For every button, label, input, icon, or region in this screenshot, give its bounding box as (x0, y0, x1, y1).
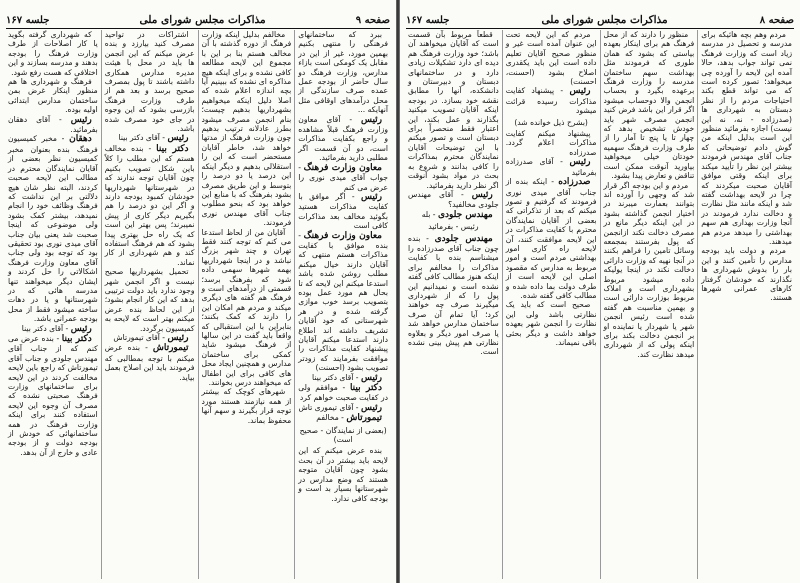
remark-text: مخالفم (316, 413, 339, 423)
remark-text: موافقم ولی در کفایت صحبت خواهم کرد (298, 383, 388, 403)
paragraph: منظور را دارند که از محل فرهنگ هم برای اینکار بعهده بیاستی که بشود که همان طوری که فرمودند مثل بهداشت سهم ساختمان مدرسه را وزارت فرهنگ برعهده بگیرد و بحساب انجمن والا دوحساب میشود اگر قرار این باشد فرض کنید انجمن مصرف شهر باید خودش تشخیص بدهد که چهار تا یا پنج تا آمار را از طرف وزارت فرهنگ سهمیه خودتان خیلی میخواهید بیاورید آنوقت ممکن است تناقض و تعارض پیدا بشود. (603, 30, 695, 181)
separator: - (553, 157, 570, 167)
centered-note: (بشرح ذیل خوانده شد) (514, 117, 588, 127)
separator: - (430, 209, 438, 219)
separator: - (63, 323, 71, 333)
remark-text: اگر موافق با کفایت مذاکرات هستید بگوئید مخالف بعد مذاکرات کافی است (298, 191, 388, 231)
session-number: جلسه ۱۶۷ (406, 15, 450, 26)
text-column (294, 30, 391, 579)
speaker-name: معاون وزارت فرهنگ (303, 230, 382, 241)
remark-text: بنده مخالف هستم که این مطلب را کلاً باین شکل تصویب بکنیم چون آقایان توجه ندارند که در شهرستانها شهرداریها خودشان کمبود بودجه دارند و اگر این دو درصد را هم بگیریم دیگر کاری از پیش نمیبرند؛ پس بهتر این است که یک راه حل بهتری پیدا بشود که هم فرهنگ استفاده کند و هم شهرداری از کار نماند. (104, 143, 195, 267)
paragraph: مردم و این بودجه اگر قرار شد که وجهی را آورده اند بتوانند بعمارت میبرند در اختیار انجمن گذاشته بشود در این اینکه دیگر مانع در مصرف دخالت نکند ازانجمن که پول بفرستند بمجمعه وسائل تامین را فراهم بکنند در آنجا نهیه که وزارت دارائی دخالت نکند در اینجا یولیکه داده میشود مربوط بشهرداری است و املاک مربوط بوزارت دارائی است و بهمین مناسبت هم گفته شده است رئیس انجمن شهر یا شهردار یا نماینده او بر انجمن دخالت بکند برای اینکه پولی که از شهرداری میدهد نظارت کند. (603, 180, 695, 359)
speaker-name: دهقان (69, 134, 92, 145)
paragraph: مخالفم بدلیل اینکه وزارت فرهنگ از دوره گذشته با آن مخالف هستم بنا بر این با مجموع این لایحه مطالعه کافی نشده و برای اینکه هیچ مذاکره ای نشده که ببینیم آیا بچه اندازه اعلام شده که اصلا دلیل اینکه میخواهیم بشهرداریها بدهیم چیست؛ بنام انجمن مصرف میشود بطرز عادلانه ترتیب بدهیم چون وزارت فرهنگ از مدتها خواهد شد، خاطر آقایان مستحضر است که این را استقلالی بدهیم و دیگر اینکه این درصد یا دو درصد را بتوسط و این طریق مصرف بشود بفرهنگ که با منابع این خواهد بود که بنحو مطلوب جناب آقای مهندس نوری فرمودند. (201, 30, 292, 228)
page-number: صفحه ۸ (759, 15, 794, 26)
speaker-remark (506, 177, 597, 300)
speaker-remark (408, 234, 499, 357)
speaker-remark (105, 144, 195, 267)
paragraph: مردم وهم بچه هائیکه برای مدرسه و تحصیل در مدرسه زیاد است که وزارت فرهنگ نمی تواند جواب بدهد، حالا آمده این لایحه را آورده چی میخواهد؛ تصور کرده است که می تواند قطع بکند احتیاجات مردم را از نظر دبستان به شهرداری ها (صدرزاده - نه، نه این نیست) اجازه بفرمائید منظور این است بدلیل اینکه من گوش دادم توضیحاتی که جناب آقای مهندس فرمودند بیشتر این نظر را تأیید میکند برای اینکه وقتی موافق آقایان صحبت میکردند که چرا در لایحه بهداشت گفته شد و اینکه مانند مثل نظارت و دخالت ندارد فرمودند در آنجا وزارت بهداری هم سهم بهداشتی را میدهد مردم هم میدهند. (701, 30, 792, 246)
speaker-name: رئیس (167, 333, 189, 343)
remark-text: اینکه بنده از جناب آقای میدی نوری فرمودند که گرفتیم و تصور میکنم که بعد از تذکراتی که بعضی از آقایان نمایندگان محترم با کفایت مذاکرات در این لایحه موافقت کنند، آن لایحه راه کاری امور بهداشتی مردم است و امور مربوط به مدارس که مقصود اصلی این لایحه است از طرف دولت بما داده شده و مطالب کافی گفته شده. (505, 177, 597, 300)
remark-text: بنده چون جناب آقای صدرزاده را میشناسم بنده با کفایت مذاکرات را مخالفم برای اینکه هنوز مطالب کافی گفته نشده است و نمیدانیم این پول را که از شهرداری میگیرند صرف چه خواهند کرد؛ آیا تمام آن صرف ساختمان مدارس خواهد شد یا صرف امور دیگر و بعلاوه نظارتی هم پیش بینی نشده است. (408, 233, 499, 357)
separator: - (420, 233, 435, 243)
separator: - (338, 413, 347, 423)
speaker-name: دکتر بینا (61, 334, 92, 344)
separator: - (453, 189, 472, 199)
text-column (101, 30, 198, 579)
speaker-remark (298, 115, 388, 163)
speaker-name: رئیس (70, 114, 92, 125)
session-number: جلسه ۱۶۷ (6, 15, 50, 26)
separator: - (340, 114, 361, 124)
speaker-remark (298, 163, 388, 192)
paragraph: قطعاً مربوط بآن قسمت است که آقایان میخواهند آن باشد؛ خود وزارت فرهنگ هم دیده ای دارد تشکیلات زیادی دارد و در ساختمانهای دبستان و دبیرستان و دانشکده، آنها را مطابق نقشه خود بسازد. در بودجه اینکه آقایان تصویب میکنید بگذارند و عمل بکند، این اعتبار فقط منحصراً برای دبستان است و تصور میکنم با این توضیحات آقایان نمایندگان محترم بمذاکرات را کافی بدانند و شروع به بحث در مواد بشود آنوقت اگر نظر دارید بفرمائید. (408, 30, 499, 190)
separator: - (353, 372, 361, 382)
paragraph: صحیح است که باید یک نظارتی باشد ولی این نظارت را انجمن شهر بعهده خواهد داشت و دیگر بحثی باقی نمیماند. (505, 300, 597, 347)
speaker-remark (298, 373, 388, 383)
speaker-remark (298, 231, 388, 373)
paragraph: مردم و دولت باید بودجه مدارس را تأمین کنند و این بار را بدوش شهرداری ها نگذارند که خودشان گرفتار کارهای عمرانی شهرها هستند. (701, 246, 792, 303)
paragraph: تحمیل بشهرداریها صحیح نیست و اگر انجمن شهر وجود ندارد باید دولت ترتیبی بدهد که این کار انجام بشود؛ از این لحاظ بنده عرض میکنم بهتر است که لایحه به کمیسیون برگردد. (104, 267, 195, 333)
separator: - (547, 177, 559, 187)
remark-text: آقای تیمورتاش (113, 333, 160, 342)
speaker-remark (506, 86, 597, 115)
remark-text: آقای تیموری تاش (298, 402, 354, 412)
speaker-remark (298, 403, 388, 413)
paragraph: که شهرداری گرفته بگوید یا کار اصلاحات از طرف وزارت فرهنگ را بودجه بدهند و مدرسه بسازند و این اختلافی که هست رفع شود. (8, 30, 98, 77)
speaker-name: رئیس (569, 157, 591, 168)
text-column (600, 30, 698, 579)
remark-text: آقای دکتر بینا (118, 133, 160, 143)
text-column (198, 30, 295, 579)
remark-text: مخبر کمیسیون فرهنگ بنده بعنوان مخبر کمیسیون نظر بعضی از آقایان نمایندگان محترم در مطالب این لایحه صحبت کردند، البته نظر شان هیچ دلالتی بر این نداشت که فرهنگ وظائف خود را انجام نمیدهد، بیشتر کمک بشود ولی موضوعی که اینجا صحبت شد یعنی بیان جناب آقای میدی نوری بود تحقیقی بود که توجه بود ولی جناب آقای معاون وزارت فرهنگ اشکالاتی را حل کردند و ایشان دیگر میخواهند تنها مدرسه هائی که در شهرستانها و یا در دهات ساخته میشود فقط از محل بودجه عمرانی باشد. (8, 134, 98, 324)
speaker-name: معاون وزارت فرهنگ (303, 162, 382, 173)
remark-text: آقای دهقان بفرمائید. (8, 114, 98, 135)
paragraph: بنده عرض میکنم که این لایحه باید بیشتر در آن بحث بشود چون آقایان متوجه هستند که وضع مدارس در شهرستانها بسیار بد است و بودجه کافی ندارد. (298, 446, 388, 503)
separator: - (345, 191, 361, 201)
speaker-name: رئیس (360, 114, 383, 125)
separator: - (159, 333, 168, 342)
separator: - (50, 114, 71, 124)
paragraph: شهرهای کوچک که بیشتر از همه نیازمند هستند مورد توجه قرار بگیرند و سهم آنها محفوظ بماند. (201, 387, 292, 425)
separator: - (337, 383, 350, 393)
speaker-name: دکتر بینا (156, 143, 189, 154)
remark-text: آقای معاون وزارت فرهنگ قبلاً مشاهده و راجع بکفایت مذاکرات است، دو آن قسمت اگر مطلبی دارید بفرمائید. (298, 114, 388, 163)
speaker-remark (506, 157, 597, 177)
speaker-name: رئیس (70, 323, 92, 334)
speaker-name: رئیس (360, 402, 382, 413)
columns (405, 30, 795, 579)
separator: - (298, 162, 304, 172)
speaker-remark (105, 343, 195, 382)
centered-note: رئیس - بفرمائید (428, 222, 479, 232)
speaker-name: رئیس (360, 372, 382, 383)
speaker-remark (408, 210, 499, 220)
page-header (406, 8, 794, 29)
remark-text: آقای دکتر بینا (21, 323, 64, 333)
speaker-remark (298, 413, 388, 423)
running-title: مذاکرات مجلس شورای ملی (139, 14, 266, 26)
paragraph: اشتراکات در تواحید مصرف کنید بیارزد و بنده عرض میکنم که این انجمن ها باید در محل با هیئت مدیره مدارس همکاری داشته باشند تا پول بمصرف صحیح برسد و بعد هم از طرف وزارت فرهنگ بازرسی بشود که این وجوه در جای خود مصرف شده باشد. (104, 30, 195, 134)
speaker-name: رئیس (471, 189, 493, 200)
speaker-remark (408, 190, 499, 210)
paragraph: پیشنهاد میکنم کفایت مذاکرات اعلام گردد. صدرزاده (505, 129, 597, 157)
speaker-name: رئیس (360, 191, 382, 202)
text-column (405, 30, 502, 579)
remark-text: جواب آقای میدی نوری را عرض می کنم (298, 173, 388, 192)
text-column (697, 30, 795, 579)
separator: - (56, 134, 70, 144)
separator: - (554, 86, 570, 96)
speaker-remark (298, 192, 388, 231)
running-title: مذاکرات مجلس شورای ملی (541, 14, 668, 26)
text-column (502, 30, 600, 579)
separator: - (298, 230, 304, 240)
speaker-name: تیمورتاش (152, 343, 189, 354)
remark-text: بله (421, 209, 431, 219)
speaker-remark (8, 115, 98, 135)
separator: - (53, 334, 62, 343)
separator: - (140, 343, 153, 353)
speaker-name: دکتر بینا (349, 383, 382, 394)
separator: - (143, 143, 157, 153)
page-header (6, 8, 390, 29)
remark-text: بنده عرض می کنم که از جناب آقای مهندس جلودی و جناب آقای تیمورتاش که راجع باین لایحه مخالفت کردند در این لایحه برای ساختمانهای وزارت فرهنگ صحبتی نشده که مصرف آن وجوه این لایحه استفاده کنند برای اینکه وزارت فرهنگ در همه ساختمانهائی که خودش از بودجه دولت و از بودجه عادی و خارج از آن بدهد. (8, 334, 98, 457)
remark-text: بنده موافق با کفایت مذاکرات هستم منتهی که آقایان دارند خیال میکنم مطلب روشن شده باشد استدعا میکنم این لایحه که تا بحال هم مورد عمل بوده بتصویب برسد خوب موازی گرفته شده و در هر شهرستانی که خود آقایان تشریف داشته اند اطلاع دارند استدعا میکنم آقایان پیشنهاد کفایت مذاکرات را موافقت بفرمایند که زودتر تصویب بشود (احسنت) (298, 240, 388, 373)
page-9 (0, 0, 396, 583)
speaker-name: تیمورتاش (346, 413, 382, 424)
speaker-remark (105, 333, 195, 343)
page-number: صفحه ۹ (355, 15, 390, 26)
page-8 (400, 0, 800, 583)
remark-text: پیشنهاد کفایت مذاکرات رسیده قرائت میشود (505, 86, 597, 116)
speaker-remark (298, 383, 388, 403)
remark-text: آقای صدرزاده بفرمائید (505, 157, 597, 177)
speaker-name: رئیس (569, 86, 591, 97)
separator: - (159, 133, 168, 143)
paragraph: ببرد که ساختمانهای فرهنگی را منتهی بکنیم بهمین مورد، غیر از این در مقابل یک کومکی است بازاء مدارس، وزارت فرهنگ دو سال حاضر از بودجه عمل عمده صرف سازندگی از محل درآمدهای اوقافی مثل آنهایکه ... (298, 30, 388, 115)
speaker-remark (8, 334, 98, 457)
paragraph: آقایان من از لحاظ استدعا می کنم که توجه کنند فقط تهران و چند شهر بزرگ نباشد و در اینجا شهرداریها بهمه شهرها سهمی داده شود که بفرهنگ برسد؛ قسمتی از درآمدهای است و فرهنگ هم گفته های دیگری میکند و مردم هم امکان این را دارند که کمک بکنند؛ بنابراین با این استقبالی که واقعاً باید گفت در این سالها از فرهنگ میشود شاید کمکی برای ساختمان مدارس و همچنین ایجاد محل های کافی برای این اطفال که میخواهند درس بخوانند. (201, 227, 292, 388)
speaker-name: مهندس جلودی (437, 209, 493, 220)
paragraph: مردم که این لایحه تحت این عنوان آمده است غیر و منظور صحیح آقایان تعلیم داده است این باید یکقدری اصلاح بشود (احسنت، احسنت) (505, 30, 597, 87)
remark-text: آقای دکتر بینا (312, 372, 354, 382)
speaker-name: مهندس جلودی (434, 233, 493, 244)
speaker-name: صدرزاده (558, 177, 591, 188)
speaker-remark (8, 134, 98, 323)
speaker-remark (8, 324, 98, 334)
separator: - (353, 402, 361, 412)
centered-note: (بعضی از نمایندگان - صحیح است) (299, 425, 387, 445)
paragraph: فرهنگ و شهرداری ها هم منظور اینکار غرض بمن ساختمان مدارس ابتدائی اولیه بوده. (8, 77, 98, 115)
remark-text: آقای مهندس جلودی مخالفید؟ (408, 189, 499, 210)
columns (5, 30, 391, 579)
speaker-remark (105, 133, 195, 143)
text-column (5, 30, 101, 579)
speaker-name: رئیس (167, 133, 189, 144)
remark-text: بنده عرض میکنم با توجه بمطالبی که فرمودند باید این اصلاح بعمل بیاید. (104, 343, 195, 382)
